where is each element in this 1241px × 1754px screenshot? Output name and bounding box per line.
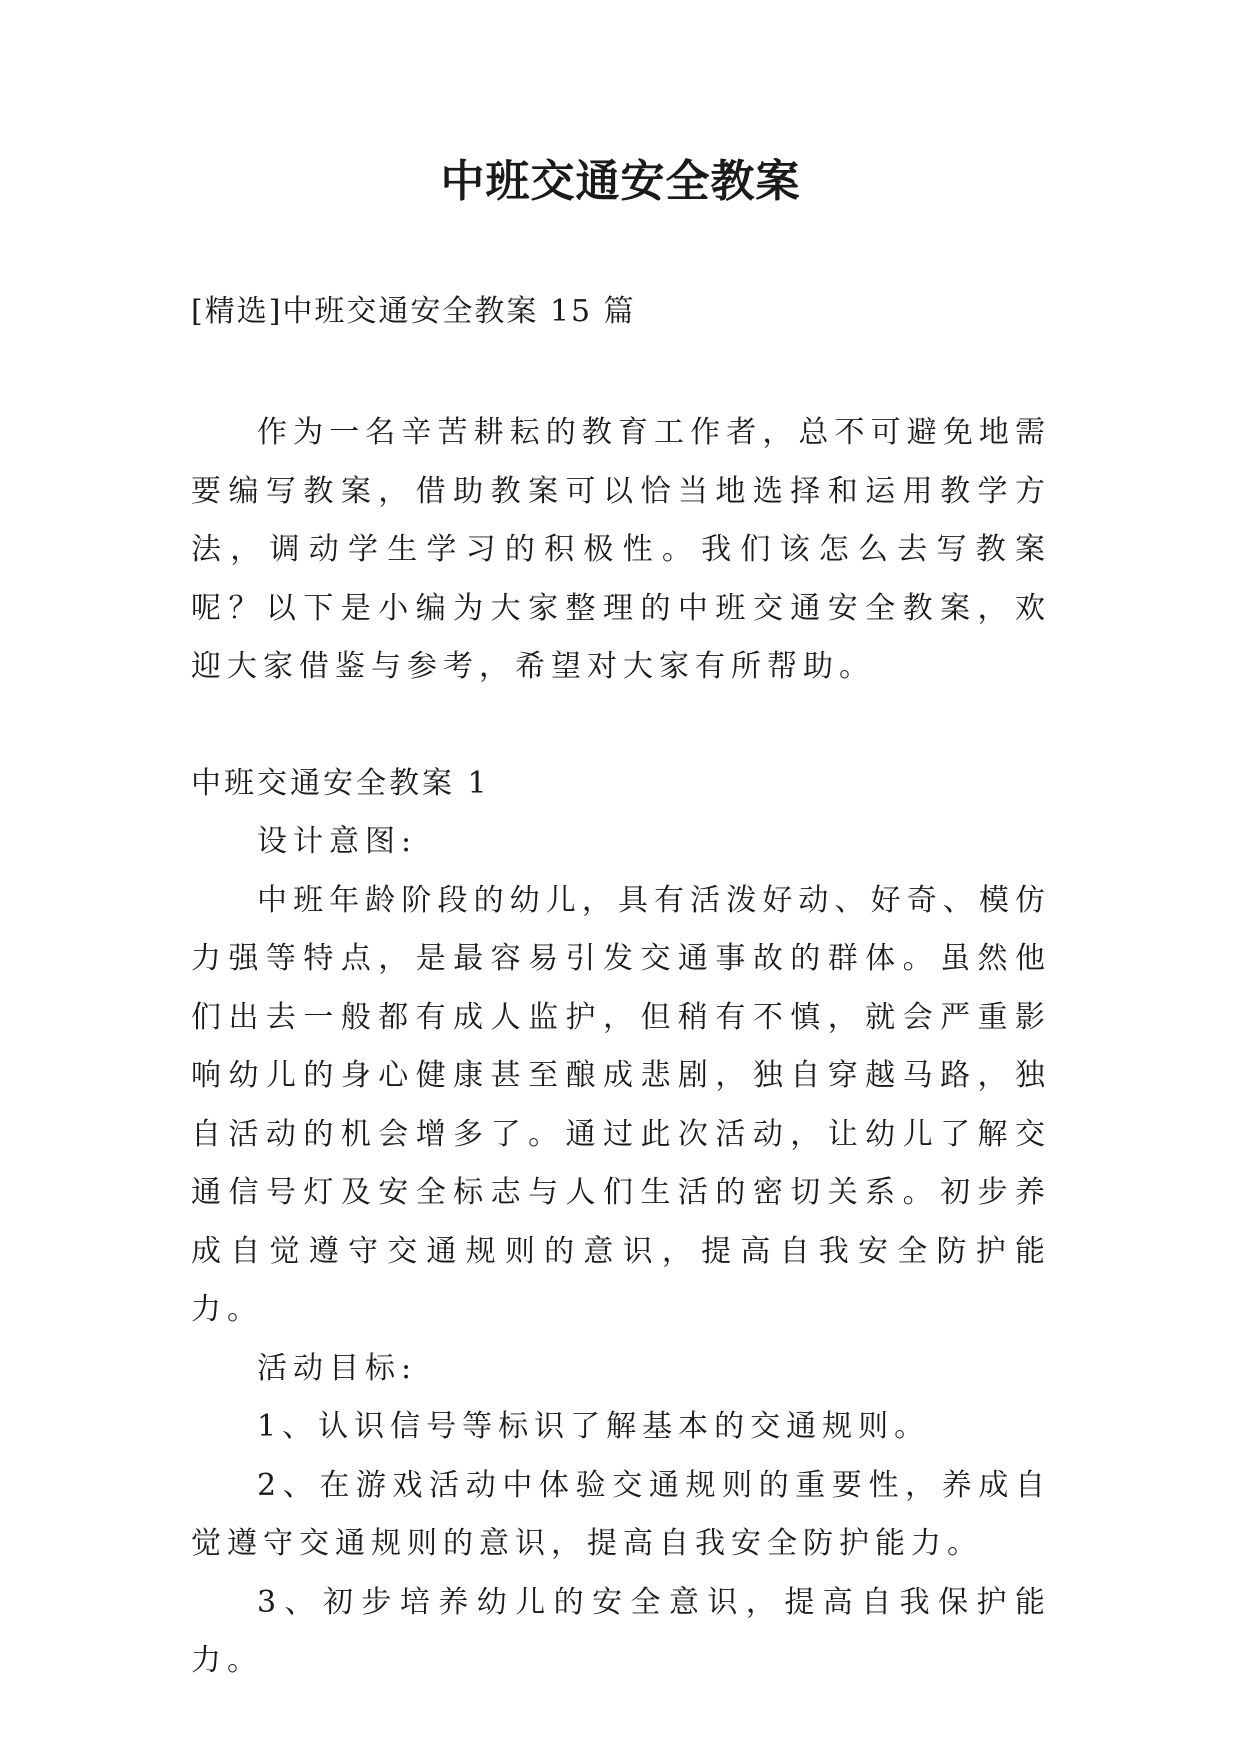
goal-item-1: 1、认识信号等标识了解基本的交通规则。 xyxy=(257,1409,931,1444)
goal-item-2: 2、在游戏活动中体验交通规则的重要性，养成自觉遵守交通规则的意识，提高自我安全防护能力。 xyxy=(191,1467,1051,1561)
design-intent-paragraph: 中班年龄阶段的幼儿，具有活泼好动、好奇、模仿力强等特点，是最容易引发交通事故的群体。虽然他们出去一般都有成人监护，但稍有不慎，就会严重影响幼儿的身心健康甚至酿成悲剧，独自穿越马路，独自活动的机会增多了。通过此次活动，让幼儿了解交通信号灯及安全标志与人们生活的密切关系。初步养成自觉遵守交通规则的意识，提高自我安全防护能力。 xyxy=(191,882,1051,1327)
document-subtitle: [精选]中班交通安全教案 15 篇 xyxy=(191,294,636,329)
section-heading: 中班交通安全教案 1 xyxy=(191,765,490,801)
document-body xyxy=(191,404,1051,1691)
design-intent-label: 设计意图: xyxy=(257,824,418,859)
activity-goals-label: 活动目标: xyxy=(257,1350,418,1386)
intro-paragraph: 作为一名辛苦耕耘的教育工作者，总不可避免地需要编写教案，借助教案可以恰当地选择和运用教学方法，调动学生学习的积极性。我们该怎么去写教案呢？以下是小编为大家整理的中班交通安全教案，欢迎大家借鉴与参考，希望对大家有所帮助。 xyxy=(191,415,1051,684)
document-title: 中班交通安全教案 xyxy=(440,156,801,207)
goal-item-3: 3、初步培养幼儿的安全意识，提高自我保护能力。 xyxy=(191,1584,1051,1678)
